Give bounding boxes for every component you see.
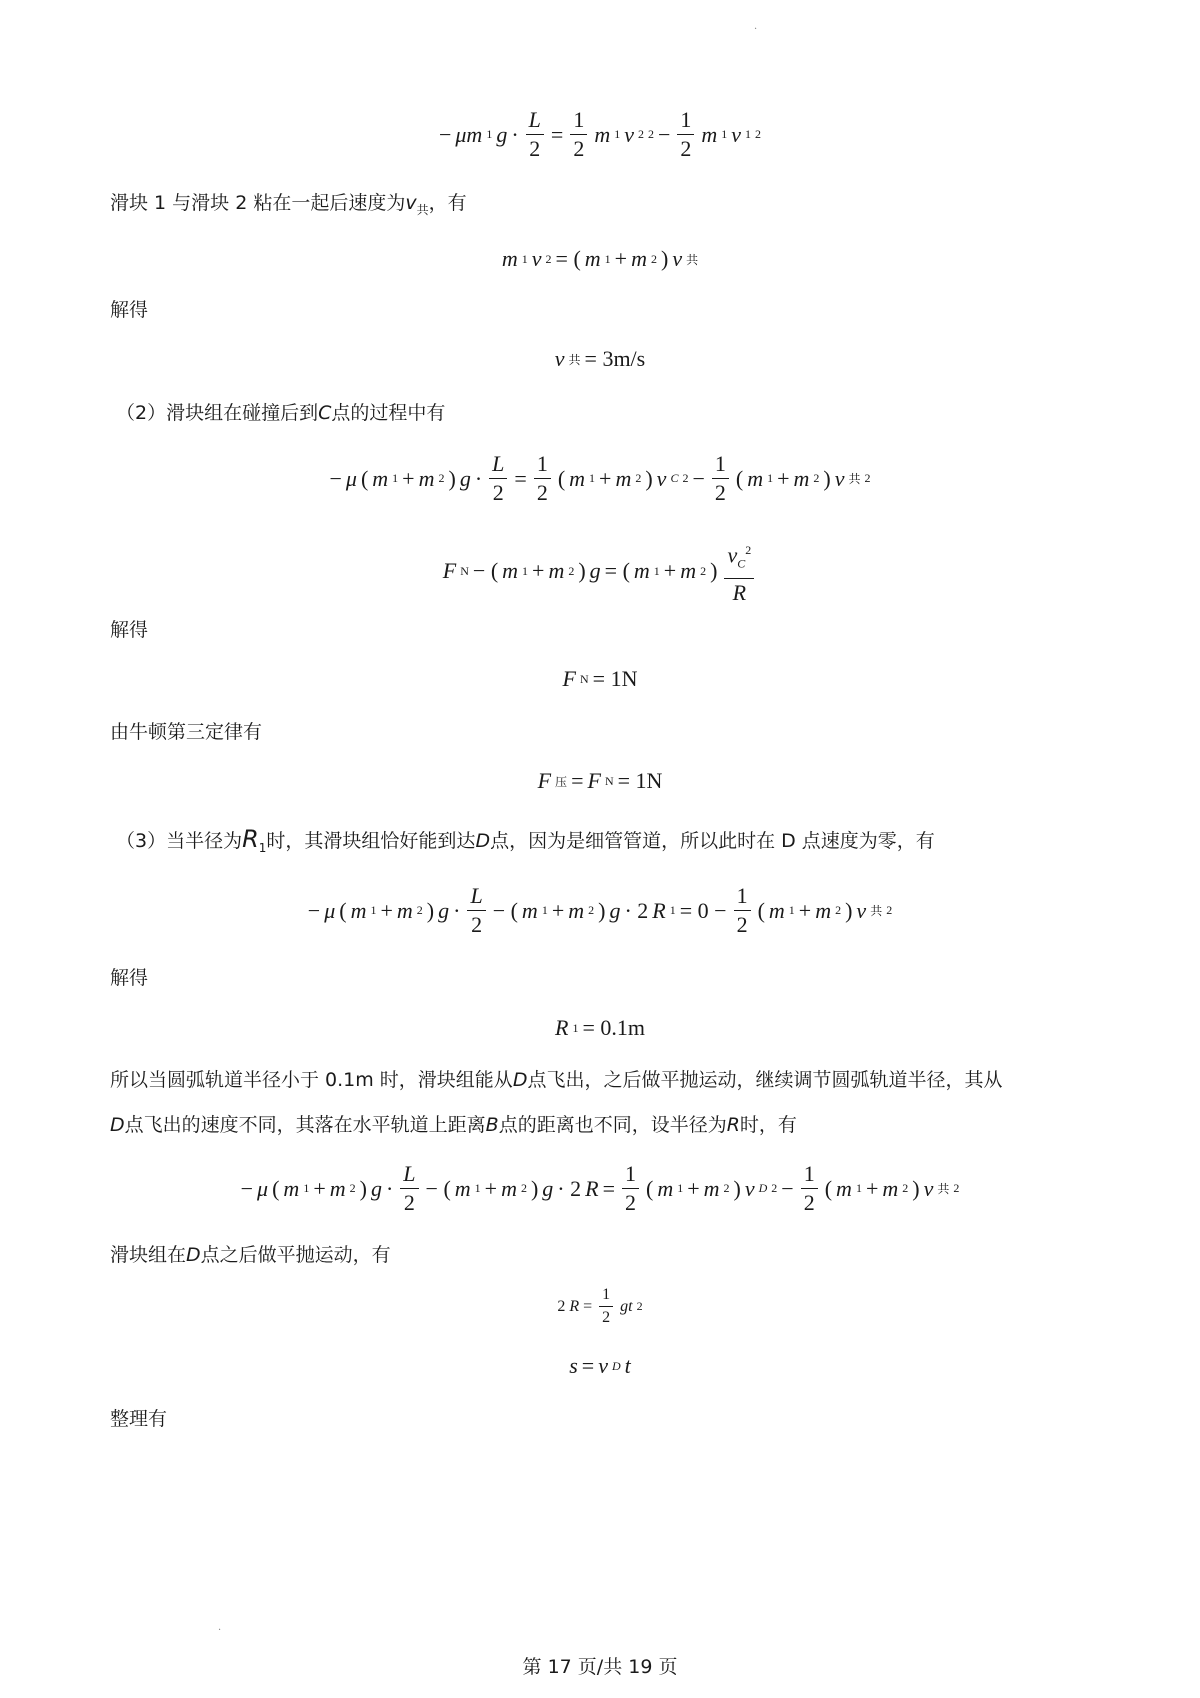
formula-energy-4: − μ ( m 1 + m 2 ) g · $\frac{L}{2}$ − ( m 1 + m 2 ) g · 2 R = $\frac{1}{2}$ ( m 1 + m 2 ) v D 2 − $\frac{1}{2}$ ( m 1 + m 2 ) v 共 2 bbox=[240, 1161, 960, 1215]
formula-newton-3: F 压 = F N = 1N bbox=[537, 768, 663, 793]
text-line: 由牛顿第三定律有 bbox=[110, 721, 263, 743]
formula-result-fn: F N = 1N bbox=[562, 666, 638, 691]
page-footer: 第 17 页/共 19 页 bbox=[522, 1656, 678, 1678]
formula-energy-3: − μ ( m 1 + m 2 ) g · $\frac{L}{2}$ − ( m 1 + m 2 ) g · 2 R 1 = 0 − $\frac{1}{2}$ ( m 1 + m 2 ) v 共 2 bbox=[307, 883, 893, 937]
formula-momentum: m 1 v 2 = ( m 1 + m 2 ) v 共 bbox=[501, 246, 699, 271]
text-line: 解得 bbox=[110, 967, 149, 989]
text-line: 整理有 bbox=[110, 1408, 168, 1430]
formula-height: 2 R = $\frac{1}{2}$ gt 2 bbox=[557, 1286, 643, 1326]
text-line: D点飞出的速度不同，其落在水平轨道上距离B点的距离也不同，设半径为R时，有 bbox=[110, 1114, 797, 1136]
formula-result-v-shared: v 共 = 3m/s bbox=[554, 346, 646, 371]
text-line: （2）滑块组在碰撞后到C点的过程中有 bbox=[116, 402, 446, 424]
formula-newton-2: F N − ( m 1 + m 2 ) g = ( m 1 + m 2 ) $\frac{v_C^2}{R}$ bbox=[0, 538, 1200, 605]
text-line: 解得 bbox=[110, 619, 149, 641]
scan-dot: · bbox=[218, 1625, 222, 1636]
text-line: （3）当半径为$R_1$时，其滑块组恰好能到达D点，因为是细管管道，所以此时在 D 点速度为零，有 bbox=[116, 825, 935, 855]
scan-dot: · bbox=[754, 24, 758, 35]
text-line: 滑块组在D点之后做平抛运动，有 bbox=[110, 1244, 391, 1266]
formula-energy-1: − μm 1 g · $\frac{L}{2}$ = $\frac{1}{2}$ m 1 v 2 2 − $\frac{1}{2}$ m 1 v 1 2 bbox=[438, 107, 762, 161]
formula-distance: s = v D t bbox=[569, 1353, 631, 1378]
text-line: 滑块 1 与滑块 2 粘在一起后速度为$v_共$，有 bbox=[110, 192, 467, 217]
text-line: 解得 bbox=[110, 299, 149, 321]
formula-result-r1: R 1 = 0.1m bbox=[555, 1015, 645, 1040]
text-line: 所以当圆弧轨道半径小于 0.1m 时，滑块组能从D点飞出，之后做平抛运动，继续调节圆弧轨道半径，其从 bbox=[110, 1069, 1003, 1091]
formula-energy-2: − μ ( m 1 + m 2 ) g · $\frac{L}{2}$ = $\frac{1}{2}$ ( m 1 + m 2 ) v C 2 − $\frac{1}{2}$ ( m 1 + m 2 ) v 共 2 bbox=[329, 451, 871, 505]
